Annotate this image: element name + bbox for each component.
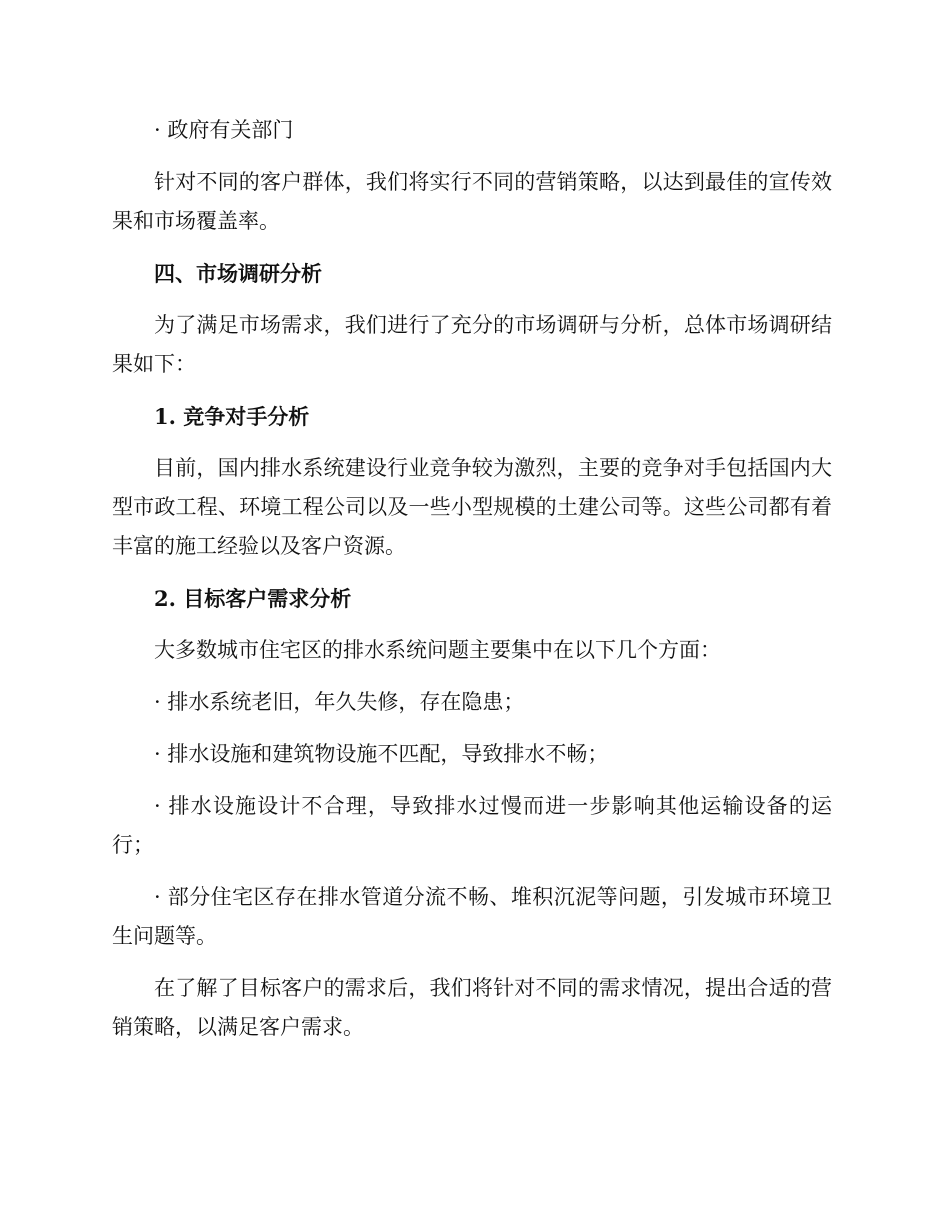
paragraph-conclusion: 在了解了目标客户的需求后，我们将针对不同的需求情况，提出合适的营销策略，以满足客户需求。 xyxy=(112,976,832,1039)
paragraph-marketing-strategy: 针对不同的客户群体，我们将实行不同的营销策略，以达到最佳的宣传效果和市场覆盖率。 xyxy=(112,170,832,233)
subheading-competitor-analysis: 1. 竞争对手分析 xyxy=(154,404,310,429)
bullet-sediment: · 部分住宅区存在排水管道分流不畅、堆积沉泥等问题，引发城市环境卫生问题等。 xyxy=(112,885,832,948)
bullet-mismatch: · 排水设施和建筑物设施不匹配，导致排水不畅； xyxy=(154,742,609,766)
paragraph-research-intro: 为了满足市场需求，我们进行了充分的市场调研与分析，总体市场调研结果如下： xyxy=(112,313,832,376)
paragraph-competitors: 目前，国内排水系统建设行业竞争较为激烈，主要的竞争对手包括国内大型市政工程、环境工程公司以及一些小型规模的土建公司等。这些公司都有着丰富的施工经验以及客户资源。 xyxy=(112,456,832,558)
bullet-poor-design: · 排水设施设计不合理，导致排水过慢而进一步影响其他运输设备的运行； xyxy=(112,794,832,857)
section-heading-market-research: 四、市场调研分析 xyxy=(154,261,322,286)
bullet-old-system: · 排水系统老旧，年久失修，存在隐患； xyxy=(154,690,525,714)
subheading-customer-needs: 2. 目标客户需求分析 xyxy=(154,586,352,611)
paragraph-needs-intro: 大多数城市住宅区的排水系统问题主要集中在以下几个方面： xyxy=(154,638,721,662)
bullet-government-departments: · 政府有关部门 xyxy=(154,118,294,142)
